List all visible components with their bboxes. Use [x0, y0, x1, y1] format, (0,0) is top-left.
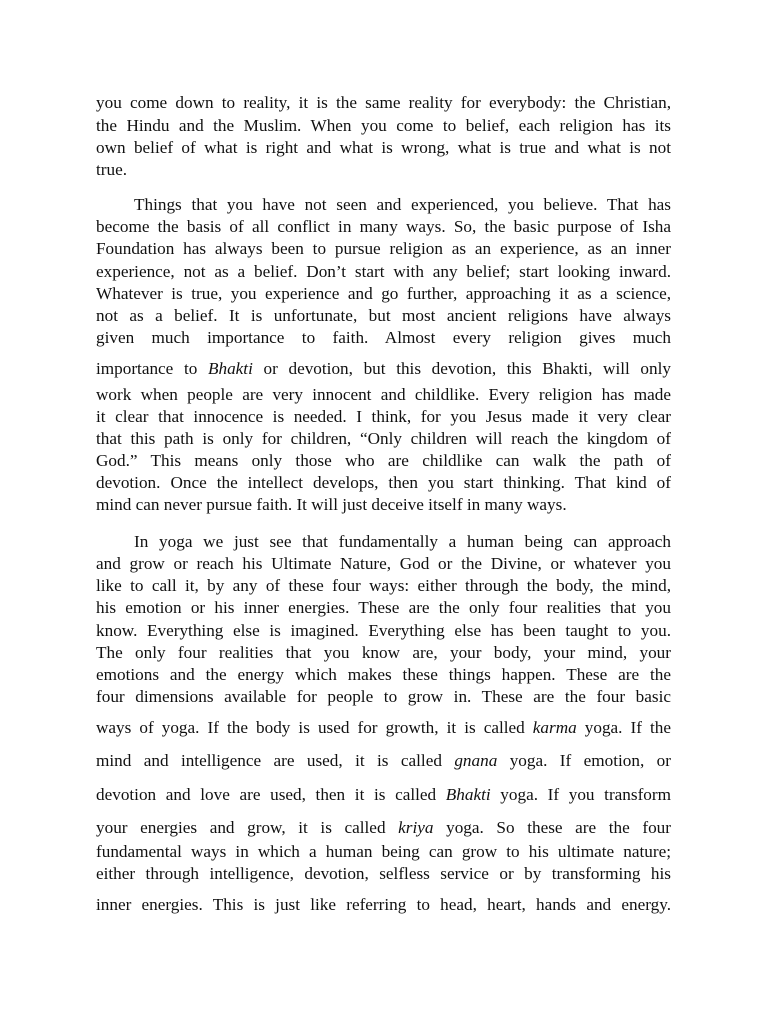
- paragraph-2-line-12: God.” This means only those who are childlike can walk the path of: [96, 451, 671, 470]
- paragraph-3-line-1: In yoga we just see that fundamentally a human being can approach: [134, 532, 671, 551]
- paragraph-2-line-9: work when people are very innocent and childlike. Every religion has made: [96, 385, 671, 404]
- paragraph-3-line-5: know. Everything else is imagined. Everything else has been taught to you.: [96, 621, 671, 640]
- paragraph-1-line-2: the Hindu and the Muslim. When you come to belief, each religion has its: [96, 116, 671, 135]
- paragraph-3-line-15: inner energies. This is just like referring to head, heart, hands and energy.: [96, 895, 671, 914]
- italic-term: gnana: [454, 751, 498, 770]
- paragraph-3-line-11: devotion and love are used, then it is called Bhakti yoga. If you transform: [96, 785, 671, 804]
- italic-term: kriya: [398, 818, 434, 837]
- paragraph-2-line-3: Foundation has always been to pursue religion as an experience, as an inner: [96, 239, 671, 258]
- paragraph-2-line-5: Whatever is true, you experience and go further, approaching it as a science,: [96, 284, 671, 303]
- paragraph-3-line-2: and grow or reach his Ultimate Nature, God or the Divine, or whatever you: [96, 554, 671, 573]
- paragraph-2-line-11: that this path is only for children, “Only children will reach the kingdom of: [96, 429, 671, 448]
- paragraph-1-line-1: you come down to reality, it is the same reality for everybody: the Christian,: [96, 93, 671, 112]
- paragraph-2-line-10: it clear that innocence is needed. I think, for you Jesus made it very clear: [96, 407, 671, 426]
- italic-term: Bhakti: [207, 359, 253, 378]
- paragraph-2-line-2: become the basis of all conflict in many ways. So, the basic purpose of Isha: [96, 217, 671, 236]
- paragraph-2-line-13: devotion. Once the intellect develops, then you start thinking. That kind of: [96, 473, 671, 492]
- paragraph-2-line-6: not as a belief. It is unfortunate, but most ancient religions have always: [96, 306, 671, 325]
- paragraph-2-line-7: given much importance to faith. Almost every religion gives much: [96, 328, 671, 347]
- paragraph-3-line-4: his emotion or his inner energies. These are the only four realities that you: [96, 598, 671, 617]
- paragraph-1-line-3: own belief of what is right and what is wrong, what is true and what is not: [96, 138, 671, 157]
- paragraph-3-line-10: mind and intelligence are used, it is called gnana yoga. If emotion, or: [96, 751, 671, 770]
- paragraph-3-line-7: emotions and the energy which makes these things happen. These are the: [96, 665, 671, 684]
- paragraph-3-line-13: fundamental ways in which a human being can grow to his ultimate nature;: [96, 842, 671, 861]
- paragraph-1-line-4: true.: [96, 160, 128, 179]
- paragraph-3-line-14: either through intelligence, devotion, selfless service or by transforming his: [96, 864, 671, 883]
- paragraph-2-line-8: importance to Bhakti or devotion, but this devotion, this Bhakti, will only: [96, 359, 671, 378]
- paragraph-2-line-14: mind can never pursue faith. It will just deceive itself in many ways.: [96, 495, 567, 514]
- italic-term: karma: [532, 718, 577, 737]
- paragraph-3-line-9: ways of yoga. If the body is used for growth, it is called karma yoga. If the: [96, 718, 672, 737]
- paragraph-3-line-12: your energies and grow, it is called kriya yoga. So these are the four: [96, 818, 671, 837]
- paragraph-2-line-1: Things that you have not seen and experienced, you believe. That has: [134, 195, 671, 214]
- paragraph-3-line-6: The only four realities that you know are, your body, your mind, your: [96, 643, 671, 662]
- paragraph-2-line-4: experience, not as a belief. Don’t start with any belief; start looking inward.: [96, 262, 671, 281]
- italic-term: Bhakti: [445, 785, 491, 804]
- paragraph-3-line-8: four dimensions available for people to grow in. These are the four basic: [96, 687, 671, 706]
- paragraph-3-line-3: like to call it, by any of these four ways: either through the body, the mind,: [96, 576, 671, 595]
